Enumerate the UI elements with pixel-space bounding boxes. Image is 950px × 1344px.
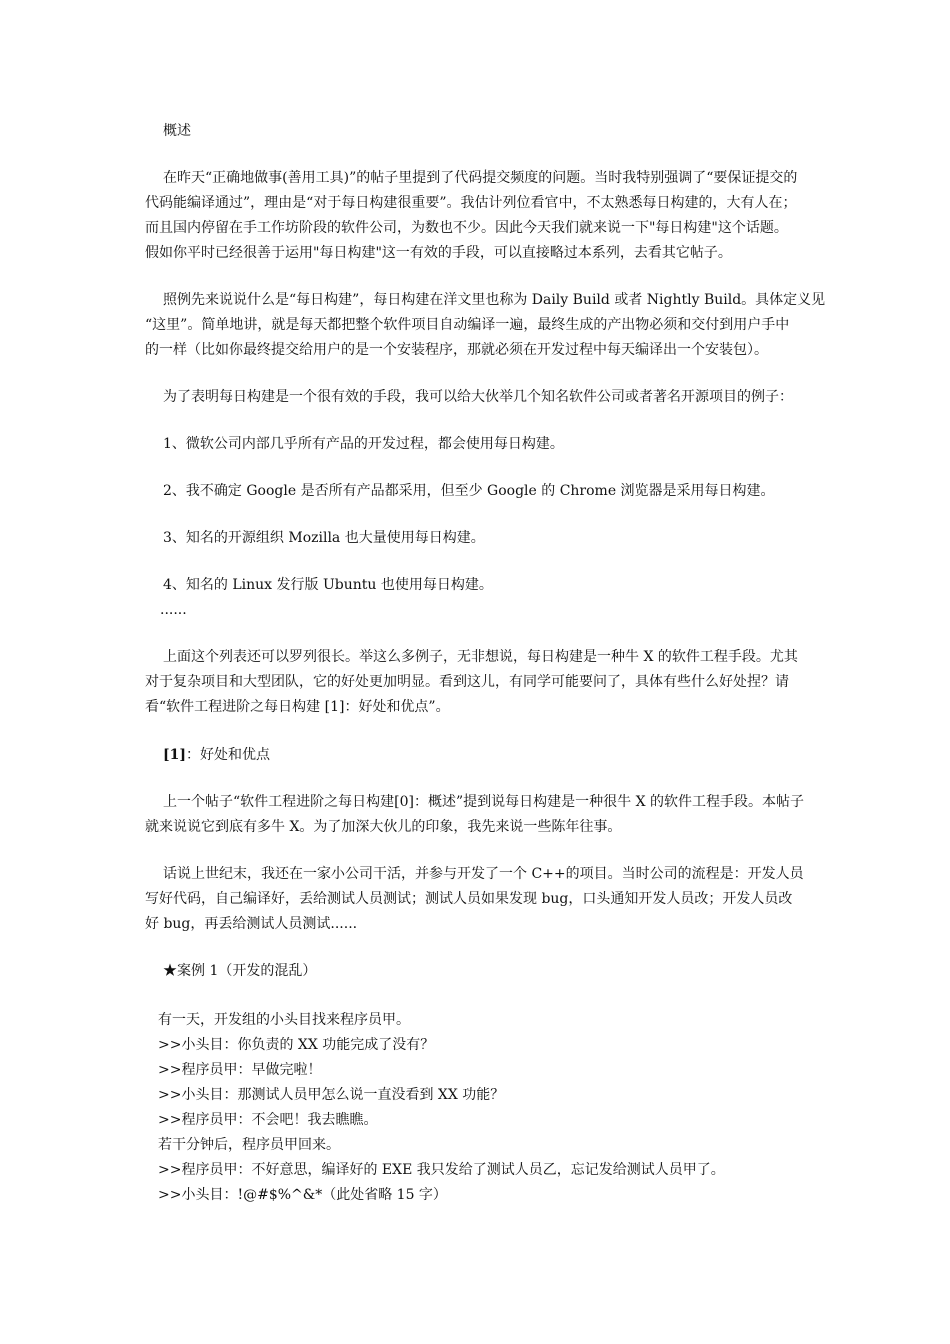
dialog-line: >>程序员甲：不会吧！我去瞧瞧。	[158, 1112, 378, 1128]
paragraph-line: 上面这个列表还可以罗列很长。举这么多例子，无非想说，每日构建是一种牛 X 的软件工程手段。尤其	[163, 649, 798, 665]
paragraph-line: “这里”。简单地讲，就是每天都把整个软件项目自动编译一遍，最终生成的产出物必须和交付到用户手中	[145, 317, 790, 333]
paragraph-line: 话说上世纪末，我还在一家小公司干活，并参与开发了一个 C++的项目。当时公司的流程是：开发人员	[163, 866, 804, 882]
heading-overview: 概述	[163, 123, 191, 139]
case-title: ★案例 1（开发的混乱）	[163, 963, 317, 979]
section-title: ：好处和优点	[186, 747, 270, 763]
paragraph-line: 上一个帖子“软件工程进阶之每日构建[0]：概述”提到说每日构建是一种很牛 X 的软件工程手段。本帖子	[163, 794, 805, 810]
dialog-line: >>程序员甲：不好意思，编译好的 EXE 我只发给了测试人员乙，忘记发给测试人员甲了。	[158, 1162, 725, 1178]
dialog-line: >>小头目：你负责的 XX 功能完成了没有？	[158, 1037, 435, 1053]
list-item: 4、知名的 Linux 发行版 Ubuntu 也使用每日构建。	[163, 577, 493, 593]
dialog-line: >>小头目：那测试人员甲怎么说一直没看到 XX 功能？	[158, 1087, 505, 1103]
paragraph-line: 代码能编译通过”，理由是“对于每日构建很重要”。我估计列位看官中，不太熟悉每日构建的，大有人在；	[145, 195, 797, 211]
paragraph-line: 假如你平时已经很善于运用"每日构建"这一有效的手段，可以直接略过本系列，去看其它帖子。	[145, 245, 732, 261]
section-heading	[163, 745, 270, 765]
paragraph-line: 看“软件工程进阶之每日构建 [1]：好处和优点”。	[145, 699, 450, 715]
paragraph-line: 照例先来说说什么是“每日构建”，每日构建在洋文里也称为 Daily Build 或者 Nightly Build。具体定义见	[163, 292, 826, 308]
section-ref: [1]	[163, 747, 186, 763]
list-item: 3、知名的开源组织 Mozilla 也大量使用每日构建。	[163, 530, 485, 546]
paragraph-line: 对于复杂项目和大型团队，它的好处更加明显。看到这儿，有同学可能要问了，具体有些什么好处捏？请	[145, 674, 789, 690]
dialog-line: >>小头目：!@#$%^&*（此处省略 15 字）	[158, 1187, 447, 1203]
paragraph-line: 在昨天“正确地做事(善用工具)”的帖子里提到了代码提交频度的问题。当时我特别强调了“要保证提交的	[163, 170, 798, 186]
dialog-line: >>程序员甲：早做完啦！	[158, 1062, 322, 1078]
ellipsis: ......	[160, 602, 187, 618]
paragraph-line: 而且国内停留在手工作坊阶段的软件公司，为数也不少。因此今天我们就来说一下"每日构建"这个话题。	[145, 220, 788, 236]
list-item: 2、我不确定 Google 是否所有产品都采用，但至少 Google 的 Chrome 浏览器是采用每日构建。	[163, 483, 775, 499]
paragraph-line: 为了表明每日构建是一个很有效的手段，我可以给大伙举几个知名软件公司或者著名开源项目的例子：	[163, 389, 793, 405]
paragraph-line: 写好代码，自己编译好，丢给测试人员测试；测试人员如果发现 bug，口头通知开发人员改；开发人员改	[145, 891, 793, 907]
paragraph-line: 就来说说它到底有多牛 X。为了加深大伙儿的印象，我先来说一些陈年往事。	[145, 819, 622, 835]
paragraph-line: 的一样（比如你最终提交给用户的是一个安装程序，那就必须在开发过程中每天编译出一个安装包）。	[145, 342, 768, 358]
dialog-line: 有一天，开发组的小头目找来程序员甲。	[158, 1012, 410, 1028]
paragraph-line: 好 bug，再丢给测试人员测试......	[145, 916, 358, 932]
dialog-line: 若干分钟后，程序员甲回来。	[158, 1137, 340, 1153]
list-item: 1、微软公司内部几乎所有产品的开发过程，都会使用每日构建。	[163, 436, 564, 452]
